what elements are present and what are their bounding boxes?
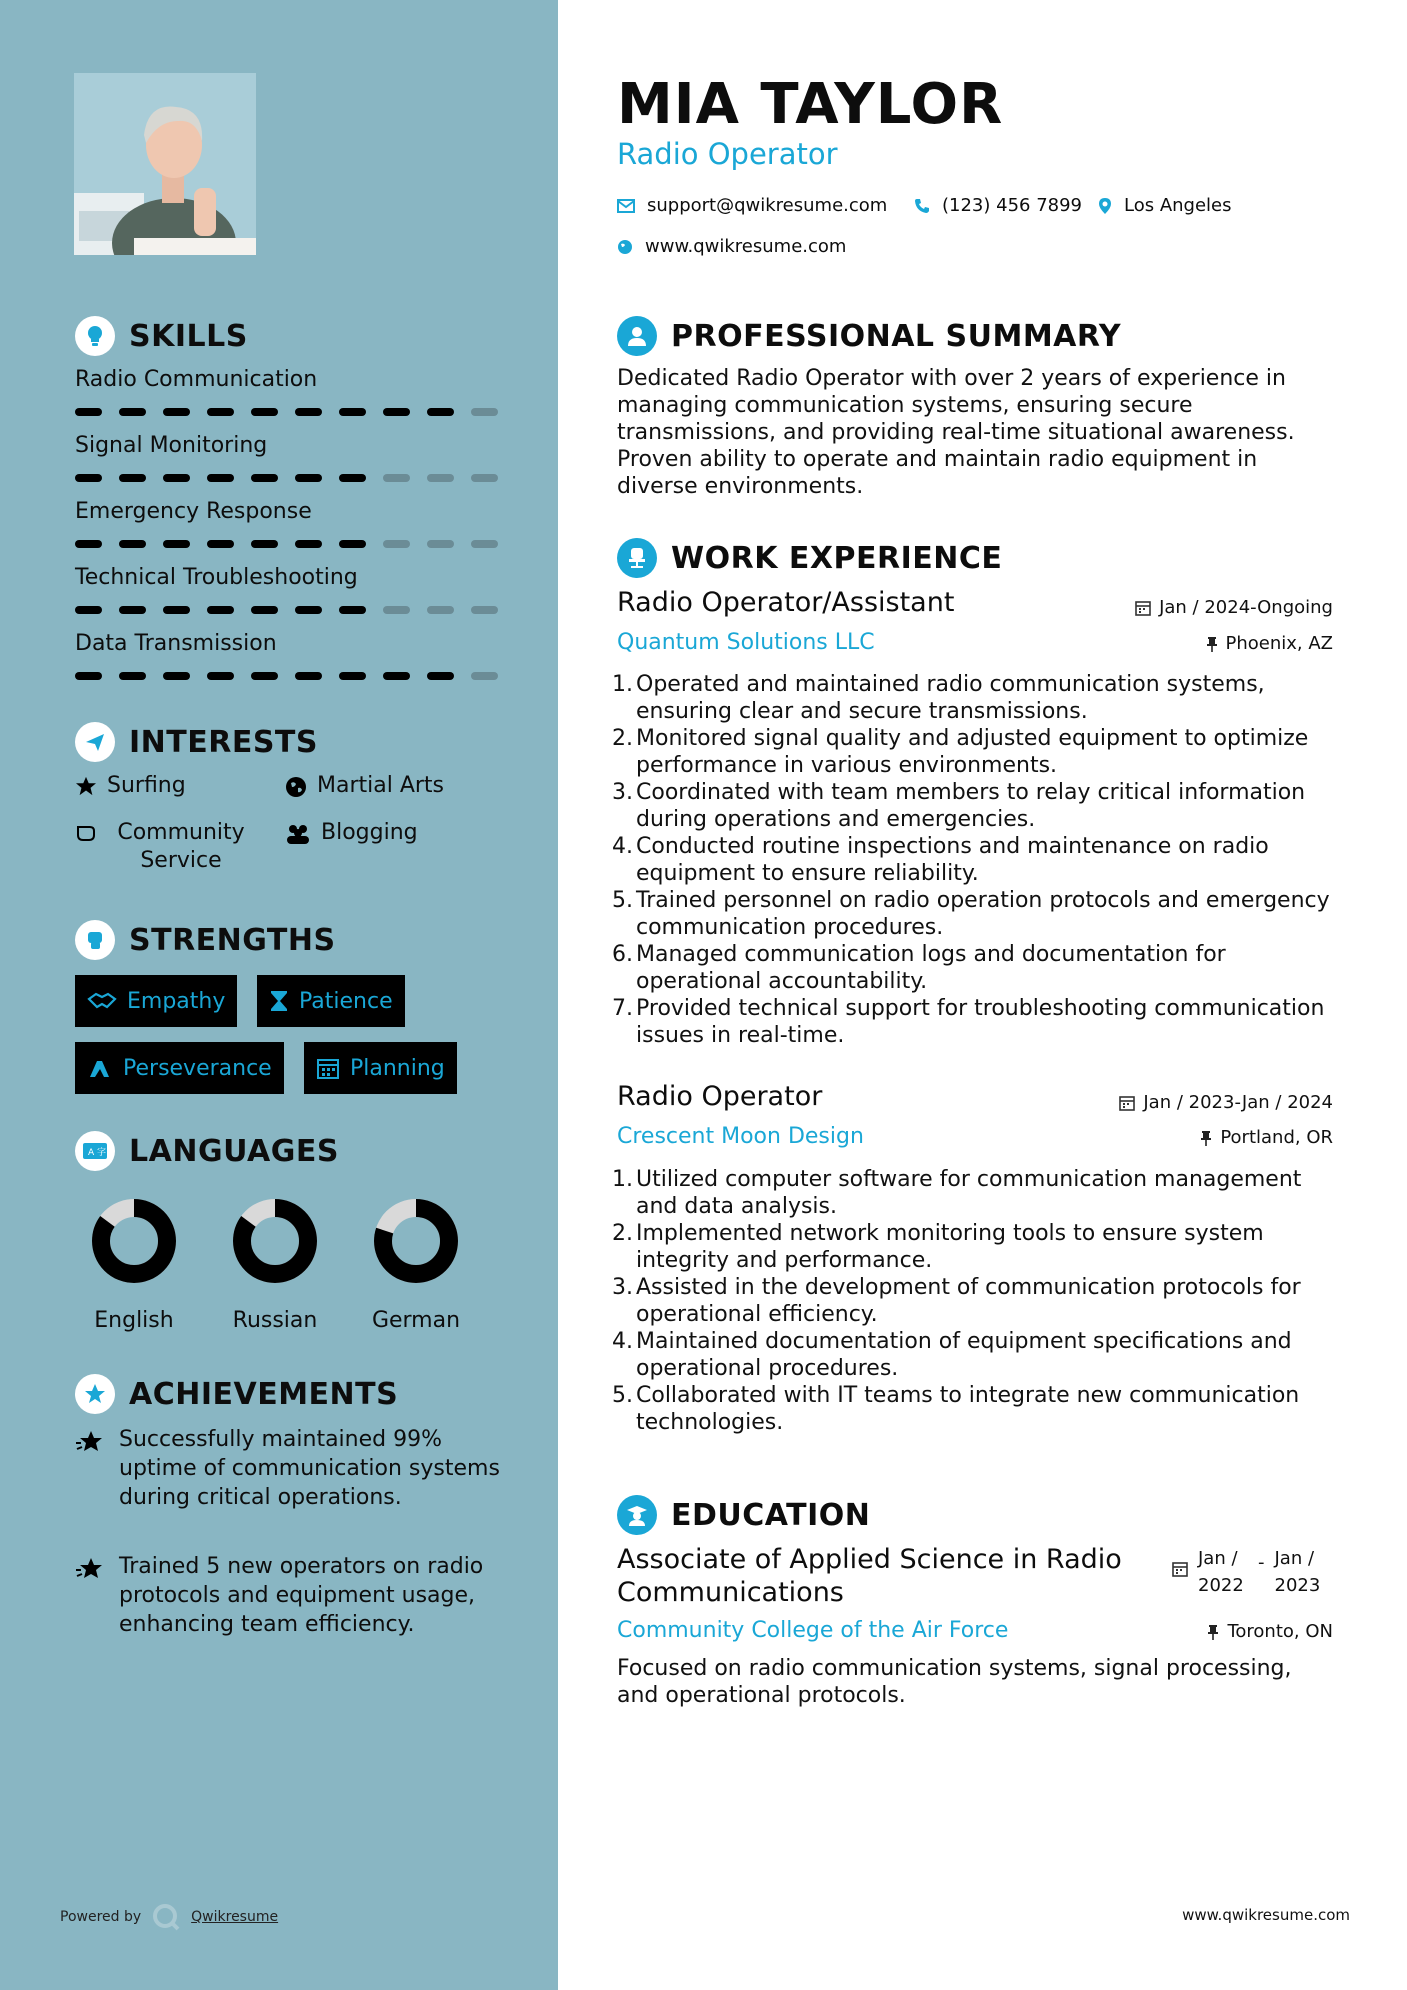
phone-icon: [914, 198, 930, 214]
star-badge-icon: [75, 1374, 115, 1414]
skill-dash-filled: [251, 540, 278, 548]
job-location: [1200, 1127, 1333, 1148]
job-title: Radio Operator/Assistant: [617, 587, 955, 618]
languages-title: LANGUAGES: [129, 1133, 339, 1169]
education-degree: Associate of Applied Science in Radio Communications: [617, 1544, 1122, 1608]
star-icon: [75, 776, 97, 796]
job-date: [1119, 1092, 1333, 1113]
star-burst-icon: [75, 1429, 107, 1455]
strength-label: Empathy: [127, 988, 226, 1014]
skill-dash-empty: [471, 672, 498, 680]
calendar-icon: [316, 1056, 340, 1080]
skill-dash-filled: [383, 408, 410, 416]
strength-label: Perseverance: [123, 1055, 272, 1081]
skill-dash-filled: [119, 474, 146, 482]
pushpin-icon: [1200, 1130, 1212, 1146]
achievements-heading: [75, 1374, 398, 1414]
skill-level-bar: [75, 540, 505, 548]
interest-label: Martial Arts: [317, 773, 445, 798]
qwikresume-logo-icon: [151, 1902, 181, 1932]
skill-item: [75, 565, 505, 614]
strength-badge: [304, 1042, 457, 1094]
skill-level-bar: [75, 672, 505, 680]
skill-dash-filled: [119, 606, 146, 614]
skill-dash-empty: [471, 408, 498, 416]
skill-dash-filled: [75, 408, 102, 416]
language-icon: [75, 1131, 115, 1171]
email-text: support@qwikresume.com: [647, 195, 888, 216]
skill-dash-empty: [427, 606, 454, 614]
profile-photo: [74, 73, 256, 255]
experience-title: WORK EXPERIENCE: [671, 540, 1003, 576]
skill-dash-empty: [383, 474, 410, 482]
skill-dash-filled: [295, 474, 322, 482]
star-burst-icon: [75, 1556, 107, 1582]
job-bullet: 1. Operated and maintained radio communication systems, ensuring clear and secure transmissions.: [612, 672, 1265, 724]
globe-icon: [617, 239, 633, 255]
interest-item: [75, 772, 186, 800]
skill-dash-filled: [339, 672, 366, 680]
chair-icon: [617, 538, 657, 578]
skill-dash-filled: [119, 672, 146, 680]
location-text: Los Angeles: [1124, 195, 1232, 216]
strength-badge: [75, 975, 237, 1027]
contact-phone[interactable]: [914, 195, 1082, 216]
interest-item: [285, 772, 444, 800]
education-location-text: Toronto, ON: [1227, 1621, 1333, 1642]
skill-level-bar: [75, 474, 505, 482]
job-bullets: [612, 671, 1342, 1049]
job-location: [1206, 633, 1334, 654]
job-bullet: 2. Monitored signal quality and adjusted equipment to optimize performance in various environments.: [612, 726, 1309, 778]
skill-item: [75, 631, 505, 680]
language-item: [356, 1196, 476, 1333]
hiking-icon: [87, 1057, 113, 1079]
languages-heading: [75, 1131, 339, 1171]
skill-dash-filled: [75, 540, 102, 548]
calendar-icon: [1135, 600, 1151, 616]
skill-dash-filled: [295, 606, 322, 614]
skill-dash-empty: [471, 474, 498, 482]
calendar-icon: [1119, 1095, 1135, 1111]
job-location-text: Portland, OR: [1220, 1127, 1333, 1148]
pushpin-icon: [1207, 1624, 1219, 1640]
hand-icon: [75, 823, 97, 843]
skill-dash-filled: [207, 606, 234, 614]
fist-icon: [75, 920, 115, 960]
achievement-item: [75, 1552, 515, 1639]
skill-dash-filled: [75, 672, 102, 680]
skill-dash-empty: [427, 474, 454, 482]
skill-dash-filled: [339, 606, 366, 614]
job-company: Crescent Moon Design: [617, 1124, 864, 1149]
experience-heading: [617, 538, 1002, 578]
pushpin-icon: [1206, 636, 1218, 652]
skill-dash-filled: [207, 540, 234, 548]
skill-item: [75, 367, 505, 416]
handshake-icon: [87, 991, 117, 1011]
skill-dash-filled: [251, 408, 278, 416]
svg-text:字: 字: [97, 1148, 107, 1158]
language-item: [74, 1196, 194, 1333]
job-title: Radio Operator: [617, 1081, 823, 1112]
svg-text:A: A: [88, 1148, 95, 1158]
interests-heading: [75, 722, 318, 762]
job-date-text: Jan / 2023-Jan / 2024: [1143, 1092, 1333, 1113]
job-location-text: Phoenix, AZ: [1225, 633, 1333, 654]
skill-dash-empty: [471, 606, 498, 614]
summary-title: PROFESSIONAL SUMMARY: [671, 318, 1122, 354]
skill-dash-filled: [163, 540, 190, 548]
interest-item: [285, 819, 418, 847]
interest-item: [75, 819, 255, 875]
strengths-heading: [75, 920, 336, 960]
summary-heading: [617, 316, 1121, 356]
skill-dash-filled: [163, 606, 190, 614]
skills-title: SKILLS: [129, 318, 248, 354]
skill-dash-filled: [75, 606, 102, 614]
job-bullets: [612, 1166, 1342, 1436]
skill-dash-filled: [383, 672, 410, 680]
job-bullet: 3. Assisted in the development of communication protocols for operational efficiency.: [612, 1275, 1301, 1327]
skill-dash-filled: [295, 672, 322, 680]
phone-text: (123) 456 7899: [942, 195, 1083, 216]
map-pin-icon: [1098, 197, 1112, 215]
job-bullet: 4. Conducted routine inspections and maintenance on radio equipment to ensure reliability.: [612, 834, 1269, 886]
skill-dash-filled: [119, 408, 146, 416]
interests-title: INTERESTS: [129, 724, 318, 760]
language-name: Russian: [232, 1308, 318, 1333]
education-heading: [617, 1495, 870, 1535]
skill-dash-filled: [163, 672, 190, 680]
skill-level-bar: [75, 606, 505, 614]
skill-name: Radio Communication: [75, 367, 318, 392]
achievement-text: Trained 5 new operators on radio protocols and equipment usage, enhancing team efficiency.: [119, 1554, 484, 1637]
job-bullet: 5. Trained personnel on radio operation protocols and emergency communication procedures.: [612, 888, 1330, 940]
skill-dash-filled: [427, 408, 454, 416]
contact-location: [1098, 195, 1232, 216]
skill-dash-filled: [207, 672, 234, 680]
language-name: German: [371, 1308, 461, 1333]
skill-dash-empty: [471, 540, 498, 548]
job-bullet: 5. Collaborated with IT teams to integrate new communication technologies.: [612, 1383, 1300, 1435]
skill-dash-filled: [163, 474, 190, 482]
contact-email[interactable]: [617, 195, 887, 216]
skill-dash-filled: [339, 540, 366, 548]
candidate-title: Radio Operator: [617, 137, 838, 171]
education-title: EDUCATION: [671, 1497, 871, 1533]
qwikresume-link[interactable]: Qwikresume: [191, 1909, 279, 1925]
interest-label: Blogging: [321, 820, 418, 845]
candidate-name: MIA TAYLOR: [617, 72, 1004, 137]
calendar-icon: [1172, 1561, 1188, 1577]
envelope-icon: [617, 199, 635, 213]
job-bullet: 2. Implemented network monitoring tools to ensure system integrity and performance.: [612, 1221, 1264, 1273]
skill-item: [75, 499, 505, 548]
strengths-title: STRENGTHS: [129, 922, 336, 958]
language-name: English: [94, 1308, 174, 1333]
strength-badge: [75, 1042, 284, 1094]
job-bullet: 1. Utilized computer software for communication management and data analysis.: [612, 1167, 1302, 1219]
job-date-text: Jan / 2024-Ongoing: [1159, 597, 1333, 618]
user-icon: [617, 316, 657, 356]
language-level-donut: [215, 1196, 335, 1286]
skill-name: Data Transmission: [75, 631, 277, 656]
job-bullet: 4. Maintained documentation of equipment specifications and operational procedures.: [612, 1329, 1292, 1381]
education-location: [1207, 1621, 1333, 1642]
education-end-date: Jan / 2023: [1274, 1548, 1321, 1596]
powered-by-label: Powered by: [60, 1909, 142, 1925]
website-text: www.qwikresume.com: [645, 236, 847, 257]
achievements-title: ACHIEVEMENTS: [129, 1376, 399, 1412]
users-icon: [285, 823, 311, 845]
achievement-item: [75, 1425, 515, 1512]
skill-item: [75, 433, 505, 482]
achievement-text: Successfully maintained 99% uptime of communication systems during critical operations.: [119, 1427, 500, 1510]
skill-dash-filled: [427, 672, 454, 680]
summary-text: Dedicated Radio Operator with over 2 years of experience in managing communication systems, ensuring secure transmissions, and providing real-time situational awareness. Proven ability to operate and maintain radio equipment in diverse environments.: [617, 366, 1295, 499]
interest-label: Surfing: [107, 773, 186, 798]
job-date: [1135, 597, 1333, 618]
language-level-donut: [74, 1196, 194, 1286]
skill-dash-filled: [207, 408, 234, 416]
skill-dash-filled: [339, 474, 366, 482]
powered-by: [60, 1902, 278, 1932]
skill-dash-filled: [75, 474, 102, 482]
education-start-date: Jan / 2022: [1198, 1548, 1244, 1596]
education-description: Focused on radio communication systems, signal processing, and operational protocols.: [617, 1656, 1292, 1708]
skill-dash-filled: [295, 540, 322, 548]
paper-plane-icon: [75, 722, 115, 762]
skill-dash-filled: [163, 408, 190, 416]
job-bullet: 6. Managed communication logs and documentation for operational accountability.: [612, 942, 1226, 994]
language-item: [215, 1196, 335, 1333]
skill-dash-empty: [383, 606, 410, 614]
skill-dash-filled: [251, 672, 278, 680]
skill-dash-empty: [383, 540, 410, 548]
skill-name: Signal Monitoring: [75, 433, 268, 458]
skill-dash-filled: [207, 474, 234, 482]
skill-dash-filled: [119, 540, 146, 548]
skill-dash-filled: [251, 474, 278, 482]
strength-badge: [257, 975, 405, 1027]
language-level-donut: [356, 1196, 476, 1286]
globe-icon: [285, 776, 307, 798]
skill-name: Emergency Response: [75, 499, 312, 524]
skill-dash-empty: [427, 540, 454, 548]
skill-dash-filled: [339, 408, 366, 416]
job-company: Quantum Solutions LLC: [617, 630, 875, 655]
lightbulb-icon: [75, 316, 115, 356]
skills-heading: [75, 316, 248, 356]
interest-label: Community Service: [117, 820, 245, 873]
strength-label: Planning: [350, 1055, 445, 1081]
skill-name: Technical Troubleshooting: [75, 565, 358, 590]
education-date-separator: -: [1258, 1552, 1265, 1573]
graduate-icon: [617, 1495, 657, 1535]
education-date: [1172, 1545, 1325, 1599]
contact-website[interactable]: [617, 236, 846, 257]
job-bullet: 7. Provided technical support for troubleshooting communication issues in real-time.: [612, 996, 1325, 1048]
strength-label: Patience: [299, 988, 393, 1014]
skill-dash-filled: [295, 408, 322, 416]
footer-website[interactable]: www.qwikresume.com: [1182, 1906, 1350, 1924]
sidebar: [0, 0, 558, 1990]
job-bullet: 3. Coordinated with team members to relay critical information during operations and emergencies.: [612, 780, 1306, 832]
skill-dash-filled: [251, 606, 278, 614]
skill-level-bar: [75, 408, 505, 416]
education-school: Community College of the Air Force: [617, 1618, 1009, 1643]
hourglass-icon: [269, 990, 289, 1012]
